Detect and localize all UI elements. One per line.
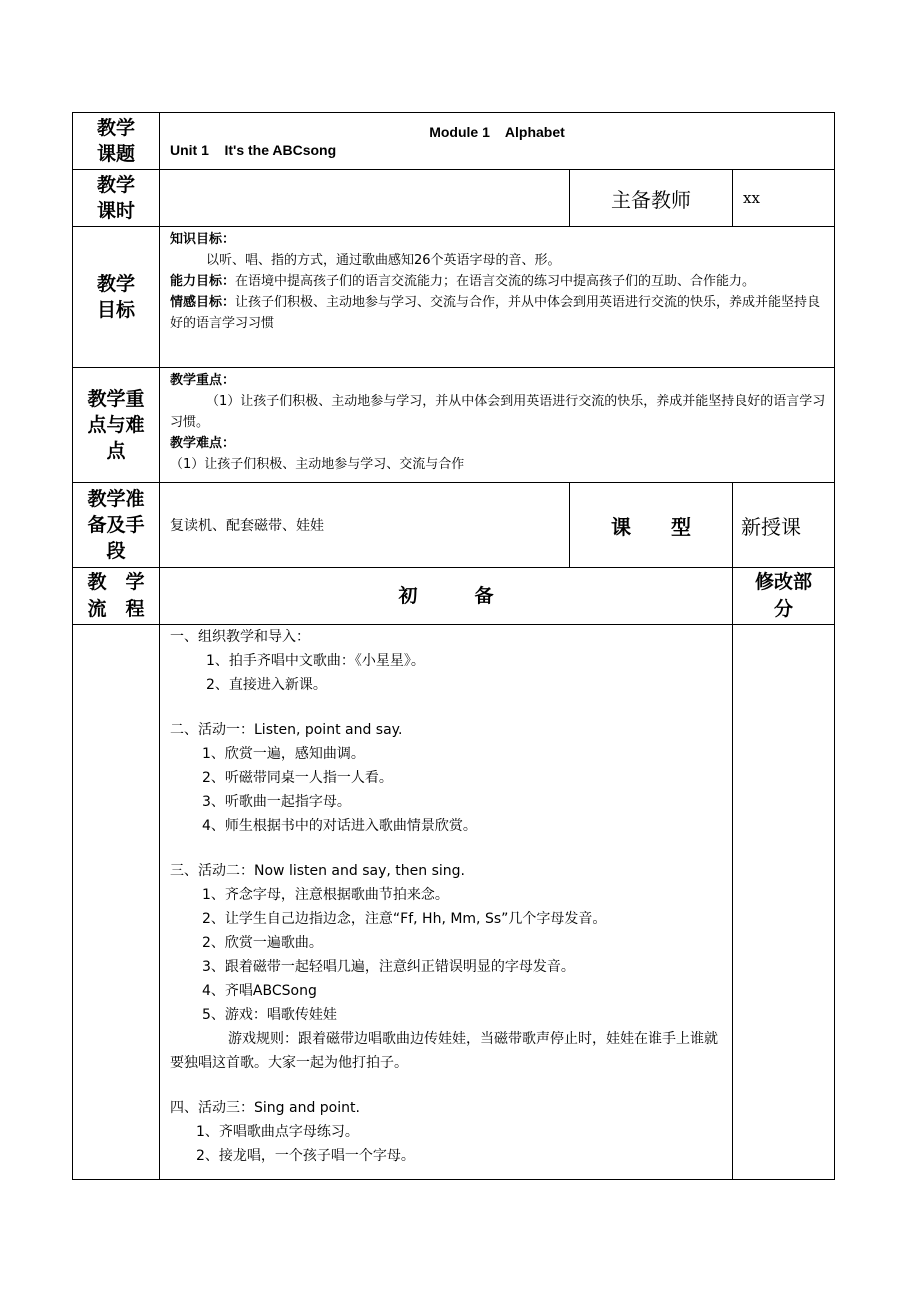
section3-item5: 4、齐唱ABCSong bbox=[202, 983, 317, 999]
game-rule: 游戏规则：跟着磁带边唱歌曲边传娃娃，当磁带歌声停止时，娃娃在谁手上谁就要独唱这首歌。大家一起为他打拍子。 bbox=[170, 1031, 718, 1071]
section2-item1: 1、欣赏一遍，感知曲调。 bbox=[202, 746, 365, 762]
draft-heading: 初 备 bbox=[160, 568, 733, 625]
topic-label: 教学课题 bbox=[73, 113, 160, 170]
section3-item4: 3、跟着磁带一起轻唱几遍，注意纠正错误明显的字母发音。 bbox=[202, 959, 575, 975]
emotion-item bbox=[170, 292, 826, 334]
section4-title: 四、活动三：Sing and point. bbox=[170, 1100, 360, 1116]
objectives-label: 教学目标 bbox=[73, 227, 160, 368]
difficulty-label: 教学难点： bbox=[170, 436, 236, 451]
section2-item4: 4、师生根据书中的对话进入歌曲情景欣赏。 bbox=[202, 818, 477, 834]
type-label: 课 型 bbox=[570, 483, 733, 568]
unit-title: Unit 1 It's the ABCsong bbox=[170, 142, 337, 158]
focus-text: （1）让孩子们积极、主动地参与学习，并从中体会到用英语进行交流的快乐，养成并能坚持良好的语言学习习惯。 bbox=[170, 394, 826, 430]
flow-header-row bbox=[73, 568, 835, 625]
topic-row bbox=[73, 113, 835, 170]
teacher-value: xx bbox=[733, 170, 835, 227]
section3-item2: 2、让学生自己边指边念，注意“Ff, Hh, Mm, Ss”几个字母发音。 bbox=[202, 911, 607, 927]
ability-item bbox=[170, 271, 826, 292]
key-points-label: 教学重点与难点 bbox=[73, 368, 160, 483]
period-label: 教学课时 bbox=[73, 170, 160, 227]
period-row bbox=[73, 170, 835, 227]
emotion-label: 情感目标： bbox=[170, 295, 236, 310]
preparation-label: 教学准备及手段 bbox=[73, 483, 160, 568]
flow-body-row bbox=[73, 625, 835, 1180]
key-points-content bbox=[160, 368, 835, 483]
section3-item1: 1、齐念字母，注意根据歌曲节拍来念。 bbox=[202, 887, 449, 903]
difficulty-text: （1）让孩子们积极、主动地参与学习、交流与合作 bbox=[170, 457, 465, 472]
key-points-row bbox=[73, 368, 835, 483]
ability-label: 能力目标： bbox=[170, 274, 236, 289]
objectives-content bbox=[160, 227, 835, 368]
ability-text: 在语境中提高孩子们的语言交流能力；在语言交流的练习中提高孩子们的互助、合作能力。 bbox=[235, 274, 756, 289]
section4-item2: 2、接龙唱，一个孩子唱一个字母。 bbox=[196, 1148, 415, 1164]
preparation-row bbox=[73, 483, 835, 568]
section2-title: 二、活动一：Listen, point and say. bbox=[170, 722, 403, 738]
section3-item3: 2、欣赏一遍歌曲。 bbox=[202, 935, 323, 951]
flow-label-empty bbox=[73, 625, 160, 1180]
knowledge-label: 知识目标： bbox=[170, 232, 236, 247]
focus-label: 教学重点： bbox=[170, 373, 236, 388]
emotion-text: 让孩子们积极、主动地参与学习、交流与合作，并从中体会到用英语进行交流的快乐，养成并能坚持良好的语言学习习惯 bbox=[170, 295, 821, 331]
type-value: 新授课 bbox=[733, 483, 835, 568]
section1-item2: 2、直接进入新课。 bbox=[206, 677, 327, 693]
topic-content bbox=[160, 113, 835, 170]
teacher-label: 主备教师 bbox=[570, 170, 733, 227]
lesson-plan-table bbox=[72, 112, 835, 1180]
section1-title: 一、组织教学和导入： bbox=[170, 629, 310, 645]
section3-title: 三、活动二：Now listen and say, then sing. bbox=[170, 863, 465, 879]
period-value bbox=[160, 170, 570, 227]
flow-label-line1: 教 学 bbox=[87, 571, 145, 593]
section2-item3: 3、听歌曲一起指字母。 bbox=[202, 794, 351, 810]
flow-label bbox=[73, 568, 160, 625]
materials: 复读机、配套磁带、娃娃 bbox=[160, 483, 570, 568]
section3-item6: 5、游戏：唱歌传娃娃 bbox=[202, 1007, 337, 1023]
objectives-row bbox=[73, 227, 835, 368]
flow-content bbox=[160, 625, 733, 1180]
section4-item1: 1、齐唱歌曲点字母练习。 bbox=[196, 1124, 359, 1140]
section2-item2: 2、听磁带同桌一人指一人看。 bbox=[202, 770, 393, 786]
module-title: Module 1 Alphabet bbox=[429, 124, 565, 140]
section1-item1: 1、拍手齐唱中文歌曲：《小星星》。 bbox=[206, 653, 425, 669]
flow-label-line2: 流 程 bbox=[87, 598, 145, 620]
knowledge-text: 以听、唱、指的方式，通过歌曲感知26个英语字母的音、形。 bbox=[206, 253, 561, 268]
revision-heading: 修改部分 bbox=[733, 568, 835, 625]
revision-area bbox=[733, 625, 835, 1180]
